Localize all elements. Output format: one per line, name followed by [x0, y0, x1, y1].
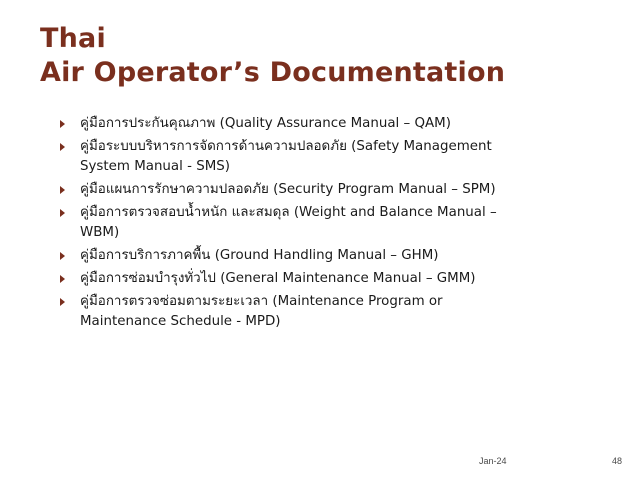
bullet-item-qam — [60, 114, 530, 134]
page-number: 48 — [612, 456, 623, 466]
bullet-item-gmm — [60, 269, 530, 289]
triangle-right-icon — [60, 209, 65, 217]
slide-title — [40, 22, 505, 90]
bullet-text-line-2: System Manual - SMS) — [80, 159, 230, 174]
bullet-text-line-1: คู่มือการตรวจสอบน้ำหนัก และสมดุล (Weight and Balance Manual – — [80, 205, 497, 220]
triangle-right-icon — [60, 120, 65, 128]
bullet-text-line-1: คู่มือการบริการภาคพื้น (Ground Handling Manual – GHM) — [80, 248, 439, 263]
bullet-item-wbm — [60, 203, 530, 243]
triangle-right-icon — [60, 186, 65, 194]
bullet-item-ghm — [60, 246, 530, 266]
bullet-list — [60, 114, 530, 335]
bullet-text-line-1: คู่มือแผนการรักษาความปลอดภัย (Security Program Manual – SPM) — [80, 182, 496, 197]
slide-title-line-1: Thai — [40, 23, 106, 54]
triangle-right-icon — [60, 252, 65, 260]
bullet-item-sms — [60, 137, 530, 177]
triangle-right-icon — [60, 275, 65, 283]
bullet-text-line-1: คู่มือการซ่อมบำรุงทั่วไป (General Maintenance Manual – GMM) — [80, 271, 476, 286]
triangle-right-icon — [60, 298, 65, 306]
bullet-text-line-1: คู่มือการประกันคุณภาพ (Quality Assurance Manual – QAM) — [80, 116, 451, 131]
bullet-text-line-2: WBM) — [80, 225, 120, 240]
bullet-text-line-1: คู่มือการตรวจซ่อมตามระยะเวลา (Maintenance Program or — [80, 294, 443, 309]
bullet-item-mpd — [60, 292, 530, 332]
footer-date: Jan-24 — [479, 456, 507, 466]
bullet-item-spm — [60, 180, 530, 200]
triangle-right-icon — [60, 143, 65, 151]
bullet-text-line-2: Maintenance Schedule - MPD) — [80, 314, 281, 329]
bullet-text-line-1: คู่มือระบบบริหารการจัดการด้านความปลอดภัย (Safety Management — [80, 139, 492, 154]
slide-title-line-2: Air Operator’s Documentation — [40, 57, 506, 88]
